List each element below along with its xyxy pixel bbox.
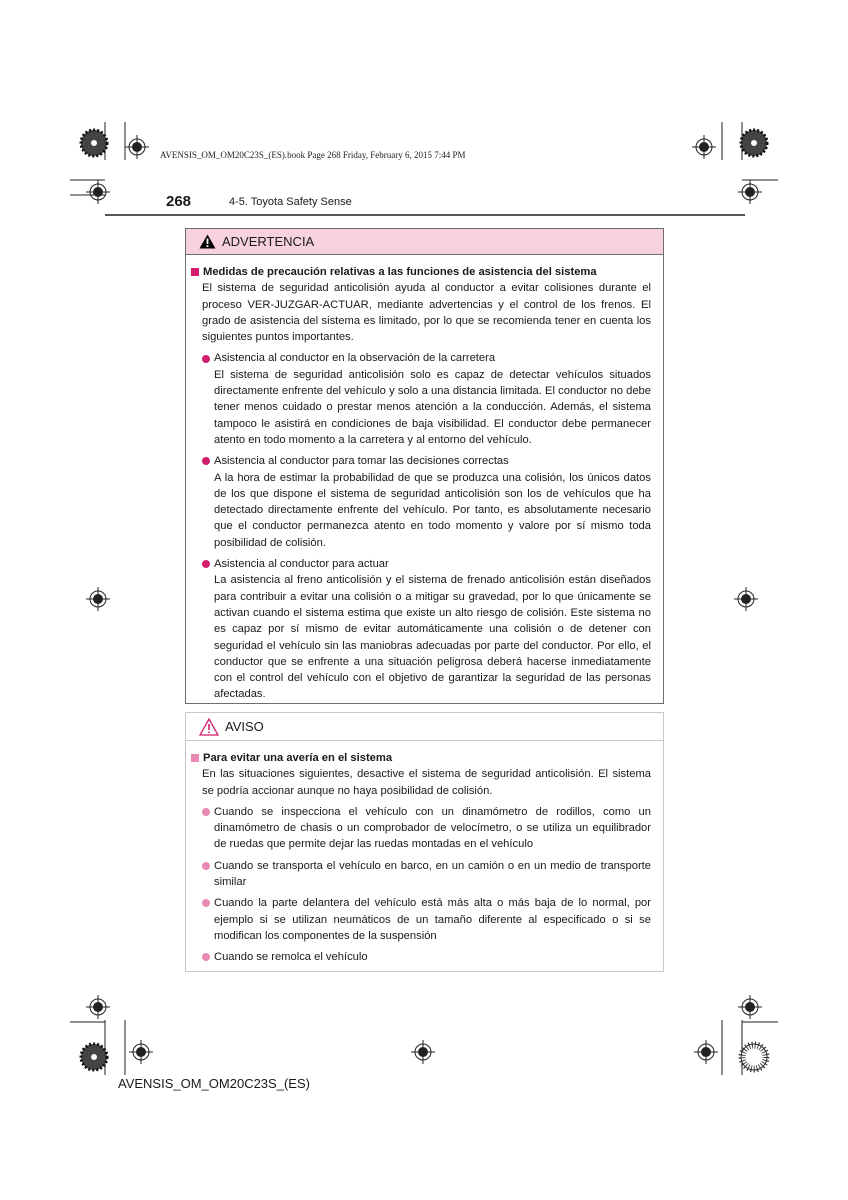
color-bar-rosette-icon xyxy=(79,1042,109,1072)
warning-subheading xyxy=(191,264,651,280)
list-item-text: Cuando se inspecciona el vehículo con un dinamómetro de rodillos, como un dinamómetro de chasis o un comprobador de velocímetro, o se utiliza un equilibrador de ruedas que permite dejar las ruedas montadas en el vehículo xyxy=(214,805,651,851)
list-item xyxy=(202,895,651,944)
square-bullet-icon xyxy=(191,754,199,762)
warning-heading-text: Medidas de precaución relativas a las funciones de asistencia del sistema xyxy=(203,266,597,278)
warning-intro: El sistema de seguridad anticolisión ayuda al conductor a evitar colisiones durante el proceso VER-JUZGAR-ACTUAR, mediante advertencias y el control de los frenos. El grado de asistencia del sistema es limitado, por lo que se recomienda tener en cuenta los siguientes puntos importantes. xyxy=(202,282,651,344)
list-item-text: A la hora de estimar la probabilidad de que se produzca una colisión, los únicos datos de los que dispone el sistema de seguridad anticolisión son los de vehículos que ha detectado directamente enfrente del vehículo. Por tanto, es absolutamente necesario que el conductor permanezca atento en todo momento y valore por sí mismo toda posibilidad de colisión. xyxy=(214,471,651,549)
registration-crosshair-icon xyxy=(734,587,758,611)
notice-body xyxy=(186,741,663,966)
page-number: 268 xyxy=(166,193,192,210)
square-bullet-icon xyxy=(191,268,199,276)
round-bullet-icon xyxy=(202,457,210,465)
list-item-title-row xyxy=(202,556,651,572)
round-bullet-icon xyxy=(202,355,210,363)
warning-triangle-icon xyxy=(199,234,216,249)
registration-crosshair-icon xyxy=(694,1040,718,1064)
round-bullet-icon xyxy=(202,808,210,816)
notice-intro: En las situaciones siguientes, desactive el sistema de seguridad anticolisión. El sistema se podría accionar aunque no haya posibilidad de colisión. xyxy=(202,768,651,797)
list-item-title-row xyxy=(202,350,651,366)
registration-crosshair-icon xyxy=(86,995,110,1019)
notice-title: AVISO xyxy=(225,719,264,734)
notice-subheading xyxy=(191,750,651,766)
notice-box xyxy=(185,712,664,972)
print-info-line: AVENSIS_OM_OM20C23S_(ES).book Page 268 Friday, February 6, 2015 7:44 PM xyxy=(160,150,466,160)
registration-crosshair-icon xyxy=(125,135,149,159)
round-bullet-icon xyxy=(202,560,210,568)
warning-box xyxy=(185,228,664,704)
list-item-title: Asistencia al conductor en la observación de la carretera xyxy=(214,352,496,365)
registration-crosshair-icon xyxy=(738,995,762,1019)
registration-crosshair-icon xyxy=(692,135,716,159)
list-item-title-row xyxy=(202,453,651,469)
header-divider xyxy=(105,214,745,216)
warning-header xyxy=(186,229,663,255)
list-item xyxy=(202,804,651,853)
list-item-title: Asistencia al conductor para actuar xyxy=(214,558,389,571)
list-item-title: Asistencia al conductor para tomar las decisiones correctas xyxy=(214,455,509,468)
registration-crosshair-icon xyxy=(86,180,110,204)
round-bullet-icon xyxy=(202,862,210,870)
warning-title: ADVERTENCIA xyxy=(222,234,315,249)
list-item xyxy=(202,453,651,551)
list-item-text: La asistencia al freno anticolisión y el sistema de frenado anticolisión están diseñados para contribuir a evitar una colisión o a mitigar su gravedad, por lo que únicamente se activan cuando el sistema estima que existe un alto riesgo de colisión. Este sistema no es capaz por sí mismo de evitar automáticamente una colisión o de detener con seguridad el vehículo sin las maniobras adecuadas por parte del conductor. Por ello, el conductor que se enfrente a una situación peligrosa deberá hacerse inmediatamente con el control del vehículo con el objetivo de garantizar la seguridad de las personas afectadas. xyxy=(214,574,651,701)
registration-crosshair-icon xyxy=(738,180,762,204)
section-title: 4-5. Toyota Safety Sense xyxy=(229,196,352,208)
list-item xyxy=(202,556,651,703)
list-item-text: El sistema de seguridad anticolisión solo es capaz de detectar vehículos situados directamente enfrente del vehículo y solo a una distancia limitada. El conductor no debe tener menos cuidado o prestar menos atención a la conducción. Además, el sistema tampoco le asistirá en condiciones de baja visibilidad. El conductor debe permanecer atento en todo momento a la carretera y al entorno del vehículo. xyxy=(214,368,651,446)
round-bullet-icon xyxy=(202,899,210,907)
registration-crosshair-icon xyxy=(86,587,110,611)
color-bar-rosette-icon xyxy=(79,128,109,158)
warning-body xyxy=(186,255,663,703)
list-item xyxy=(202,949,651,965)
list-item-text: Cuando se transporta el vehículo en barco, en un camión o en un medio de transporte similar xyxy=(214,859,651,889)
list-item xyxy=(202,350,651,448)
registration-crosshair-icon xyxy=(411,1040,435,1064)
color-bar-rosette-icon xyxy=(739,1042,769,1072)
notice-heading-text: Para evitar una avería en el sistema xyxy=(203,752,393,764)
list-item-text: Cuando la parte delantera del vehículo está más alta o más baja de lo normal, por ejemplo si se utilizan neumáticos de un tamaño diferente al especificado o si se modifican los componentes de la suspensión xyxy=(214,897,651,942)
round-bullet-icon xyxy=(202,953,210,961)
caution-triangle-icon xyxy=(199,718,219,736)
color-bar-rosette-icon xyxy=(739,128,769,158)
document-code: AVENSIS_OM_OM20C23S_(ES) xyxy=(118,1076,310,1091)
list-item xyxy=(202,858,651,891)
list-item-text: Cuando se remolca el vehículo xyxy=(214,951,368,964)
notice-header xyxy=(186,713,663,741)
registration-crosshair-icon xyxy=(129,1040,153,1064)
